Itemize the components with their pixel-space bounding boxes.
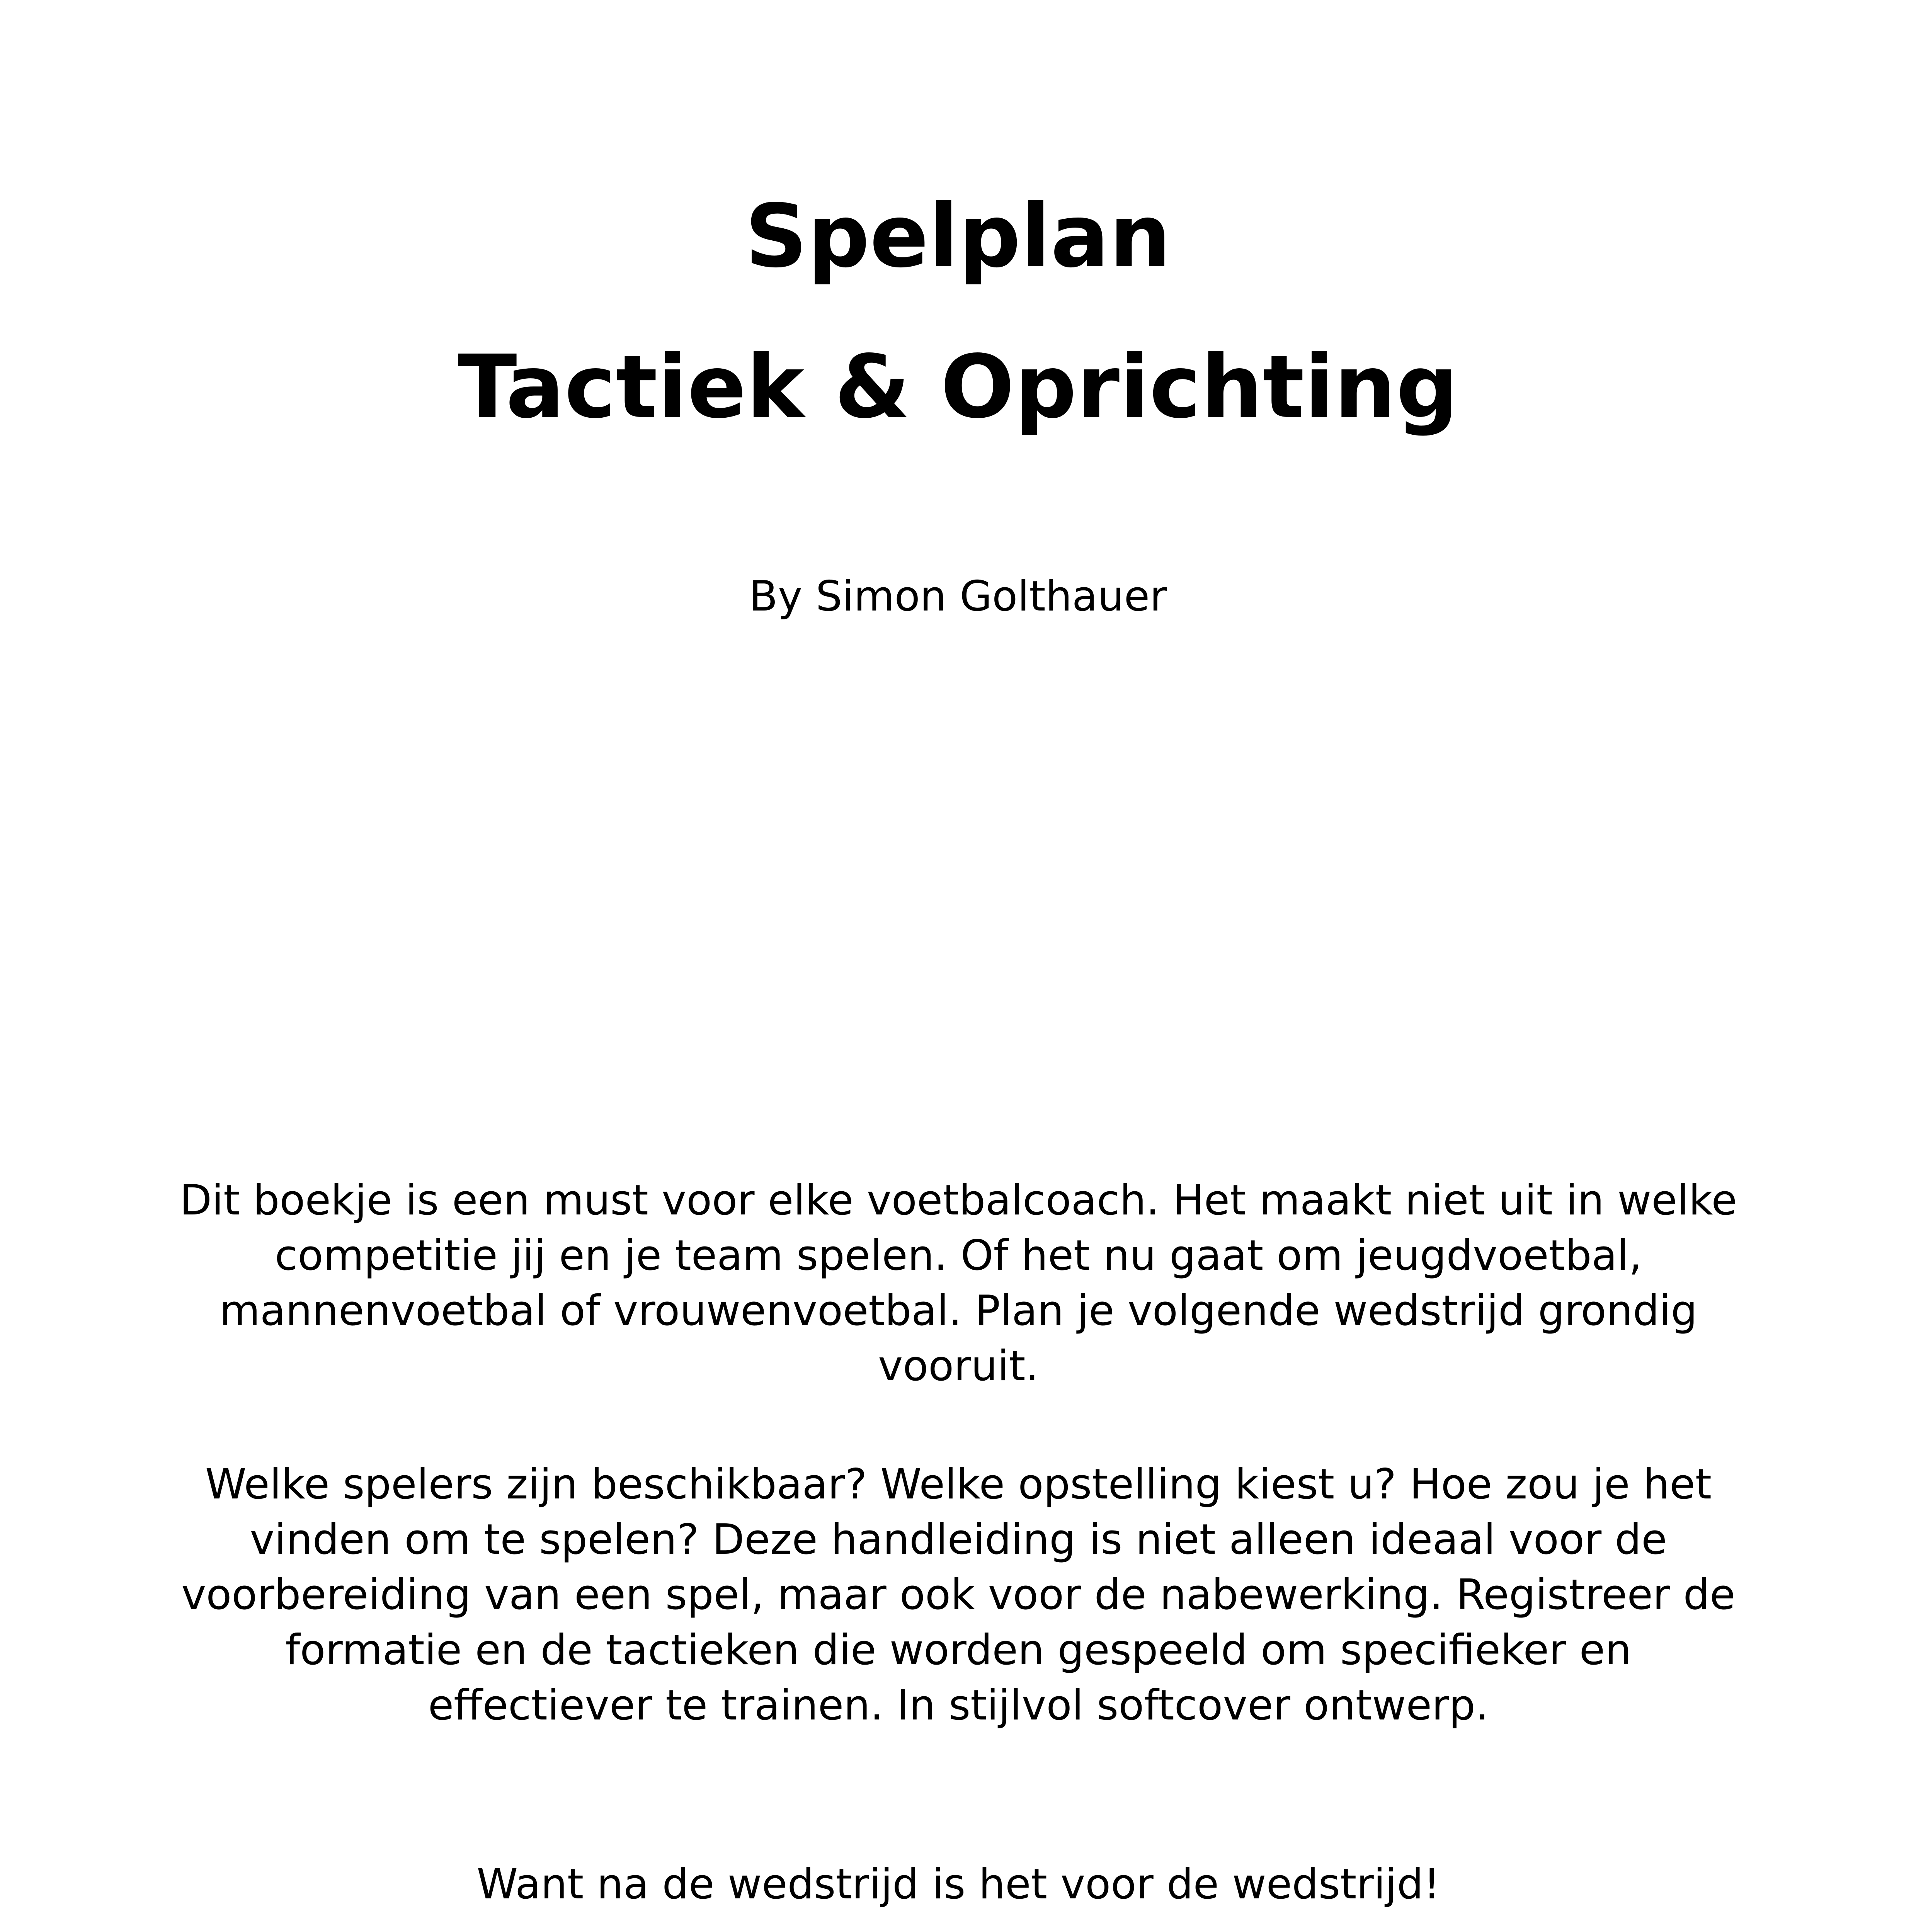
paragraph-intro: Dit boekje is een must voor elke voetbalcoach. Het maakt niet uit in welke competitie jij en je team spelen. Of het nu gaat om jeugdvoetbal, mannenvoetbal of vrouwenvoetbal. Plan je volgende wedstrijd grondig vooruit. (179, 1176, 1737, 1390)
paragraph-closing: Want na de wedstrijd is het voor de wedstrijd! (476, 1860, 1440, 1908)
paragraph-details: Welke spelers zijn beschikbaar? Welke opstelling kiest u? Hoe zou je het vinden om te spelen? Deze handleiding is niet alleen ideaal voor de voorbereiding van een spel, maar ook voor de nabewerking. Registreer de formatie en de tactieken die worden gespeeld om specifieker en effectiever te trainen. In stijlvol softcover ontwerp. (181, 1460, 1736, 1730)
title-line-1: Spelplan (745, 186, 1171, 287)
author-line: By Simon Golthauer (749, 572, 1167, 621)
title-line-2: Tactiek & Oprichting (458, 337, 1458, 438)
